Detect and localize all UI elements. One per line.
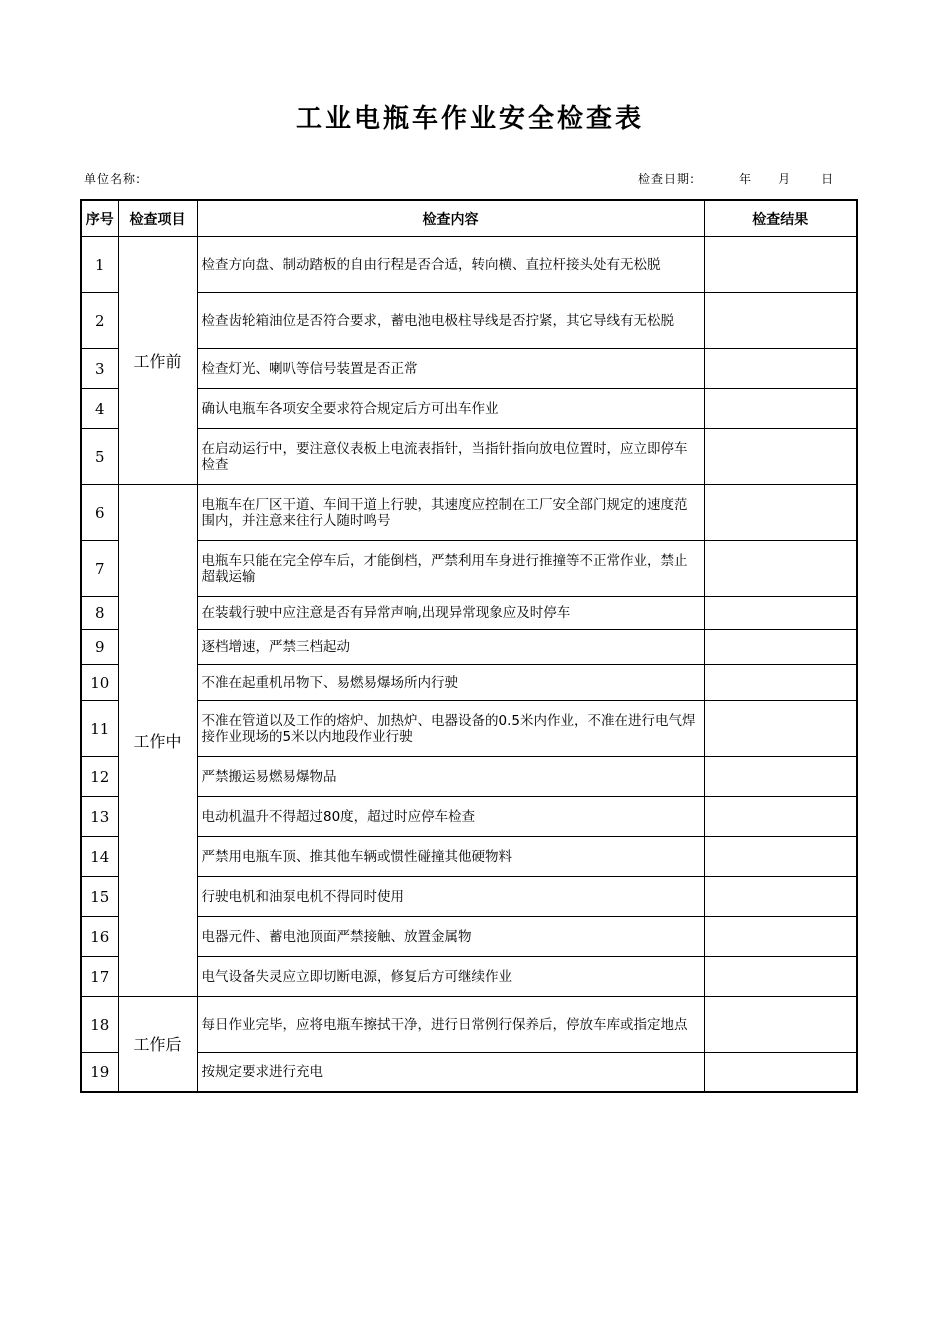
row-result-cell[interactable] xyxy=(704,293,857,349)
row-number: 13 xyxy=(81,797,118,837)
row-result-cell[interactable] xyxy=(704,630,857,665)
category-before-work: 工作前 xyxy=(118,237,197,485)
row-number: 4 xyxy=(81,389,118,429)
row-result-cell[interactable] xyxy=(704,1053,857,1092)
table-row xyxy=(81,485,857,541)
date-year: 年 xyxy=(739,172,753,186)
row-result-cell[interactable] xyxy=(704,997,857,1053)
row-content: 电瓶车在厂区干道、车间干道上行驶，其速度应控制在工厂安全部门规定的速度范围内，并注意来往行人随时鸣号 xyxy=(197,485,704,541)
table-header-row xyxy=(81,200,857,237)
unit-name-label: 单位名称: xyxy=(84,172,142,186)
table-row xyxy=(81,597,857,630)
row-number: 19 xyxy=(81,1053,118,1092)
row-number: 3 xyxy=(81,349,118,389)
table-row xyxy=(81,665,857,701)
row-result-cell[interactable] xyxy=(704,701,857,757)
table-row xyxy=(81,293,857,349)
inspection-table xyxy=(80,199,858,1093)
table-row xyxy=(81,757,857,797)
row-content: 不准在起重机吊物下、易燃易爆场所内行驶 xyxy=(197,665,704,701)
row-result-cell[interactable] xyxy=(704,917,857,957)
row-content: 按规定要求进行充电 xyxy=(197,1053,704,1092)
row-result-cell[interactable] xyxy=(704,837,857,877)
row-number: 12 xyxy=(81,757,118,797)
row-result-cell[interactable] xyxy=(704,665,857,701)
row-content: 行驶电机和油泵电机不得同时使用 xyxy=(197,877,704,917)
row-number: 15 xyxy=(81,877,118,917)
row-result-cell[interactable] xyxy=(704,757,857,797)
row-content: 每日作业完毕，应将电瓶车擦拭干净，进行日常例行保养后，停放车库或指定地点 xyxy=(197,997,704,1053)
header-item: 检查项目 xyxy=(118,200,197,237)
row-content: 在装载行驶中应注意是否有异常声响,出现异常现象应及时停车 xyxy=(197,597,704,630)
inspection-date xyxy=(638,170,834,187)
category-after-work: 工作后 xyxy=(118,997,197,1092)
row-result-cell[interactable] xyxy=(704,389,857,429)
row-result-cell[interactable] xyxy=(704,877,857,917)
row-number: 5 xyxy=(81,429,118,485)
table-row xyxy=(81,630,857,665)
row-result-cell[interactable] xyxy=(704,429,857,485)
row-number: 7 xyxy=(81,541,118,597)
table-row xyxy=(81,237,857,293)
table-row xyxy=(81,1053,857,1092)
header-number: 序号 xyxy=(81,200,118,237)
row-number: 2 xyxy=(81,293,118,349)
table-row xyxy=(81,541,857,597)
row-content: 严禁搬运易燃易爆物品 xyxy=(197,757,704,797)
row-number: 1 xyxy=(81,237,118,293)
row-content: 检查齿轮箱油位是否符合要求，蓄电池电极柱导线是否拧紧，其它导线有无松脱 xyxy=(197,293,704,349)
date-month: 月 xyxy=(778,172,792,186)
row-content: 在启动运行中，要注意仪表板上电流表指针，当指针指向放电位置时，应立即停车检查 xyxy=(197,429,704,485)
date-day: 日 xyxy=(821,172,835,186)
row-result-cell[interactable] xyxy=(704,597,857,630)
row-number: 6 xyxy=(81,485,118,541)
row-number: 9 xyxy=(81,630,118,665)
page-title: 工业电瓶车作业安全检查表 xyxy=(295,104,644,134)
table-row xyxy=(81,389,857,429)
header-result: 检查结果 xyxy=(704,200,857,237)
row-result-cell[interactable] xyxy=(704,957,857,997)
header-content: 检查内容 xyxy=(197,200,704,237)
row-result-cell[interactable] xyxy=(704,541,857,597)
row-number: 10 xyxy=(81,665,118,701)
table-row xyxy=(81,877,857,917)
row-number: 17 xyxy=(81,957,118,997)
row-number: 16 xyxy=(81,917,118,957)
table-row xyxy=(81,349,857,389)
table-row xyxy=(81,837,857,877)
table-row xyxy=(81,997,857,1053)
row-result-cell[interactable] xyxy=(704,349,857,389)
table-row xyxy=(81,957,857,997)
row-number: 8 xyxy=(81,597,118,630)
row-content: 电瓶车只能在完全停车后，才能倒档，严禁利用车身进行推撞等不正常作业，禁止超载运输 xyxy=(197,541,704,597)
row-content: 严禁用电瓶车顶、推其他车辆或惯性碰撞其他硬物料 xyxy=(197,837,704,877)
row-content: 确认电瓶车各项安全要求符合规定后方可出车作业 xyxy=(197,389,704,429)
row-content: 不准在管道以及工作的熔炉、加热炉、电器设备的0.5米内作业，不准在进行电气焊接作业现场的5米以内地段作业行驶 xyxy=(197,701,704,757)
row-content: 电动机温升不得超过80度，超过时应停车检查 xyxy=(197,797,704,837)
table-row xyxy=(81,797,857,837)
row-content: 逐档增速，严禁三档起动 xyxy=(197,630,704,665)
row-number: 14 xyxy=(81,837,118,877)
row-number: 18 xyxy=(81,997,118,1053)
date-label: 检查日期: xyxy=(638,172,696,186)
row-content: 检查方向盘、制动踏板的自由行程是否合适，转向横、直拉杆接头处有无松脱 xyxy=(197,237,704,293)
row-content: 电气设备失灵应立即切断电源，修复后方可继续作业 xyxy=(197,957,704,997)
table-row xyxy=(81,429,857,485)
table-row xyxy=(81,701,857,757)
row-result-cell[interactable] xyxy=(704,485,857,541)
table-row xyxy=(81,917,857,957)
row-content: 检查灯光、喇叭等信号装置是否正常 xyxy=(197,349,704,389)
row-result-cell[interactable] xyxy=(704,797,857,837)
row-content: 电器元件、蓄电池顶面严禁接触、放置金属物 xyxy=(197,917,704,957)
row-result-cell[interactable] xyxy=(704,237,857,293)
row-number: 11 xyxy=(81,701,118,757)
category-during-work: 工作中 xyxy=(118,485,197,997)
